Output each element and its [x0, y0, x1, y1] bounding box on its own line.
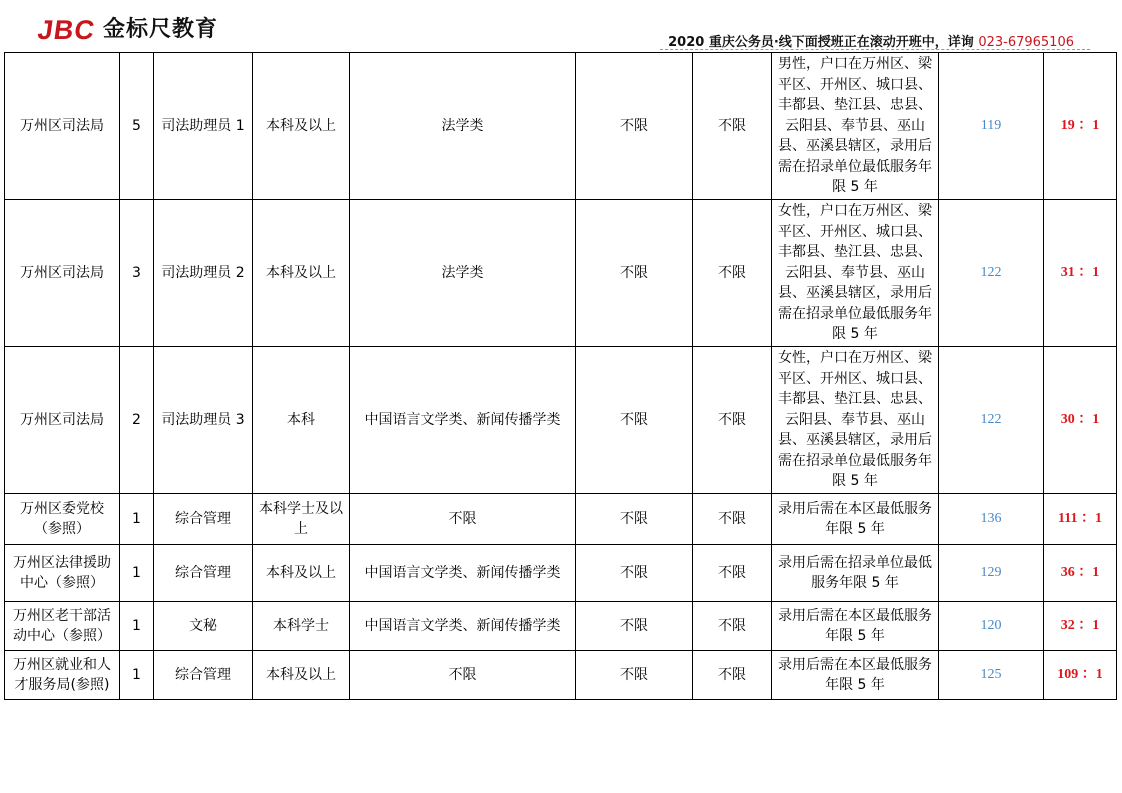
cell-col7: 不限: [693, 200, 772, 347]
notice-text: 2020 重庆公务员·线下面授班正在滚动开班中，详询: [668, 35, 979, 50]
cell-education: 本科学士及以上: [253, 494, 350, 545]
recruitment-table: [4, 52, 1117, 700]
table-row: [5, 200, 1117, 347]
cell-col6: 不限: [576, 200, 693, 347]
cell-count: 3: [120, 200, 154, 347]
cell-col7: 不限: [693, 494, 772, 545]
cell-ratio: 111 ：1: [1044, 494, 1117, 545]
cell-education: 本科: [253, 347, 350, 494]
cell-unit: 万州区就业和人才服务局(参照): [5, 651, 120, 700]
cell-position: 综合管理: [154, 545, 253, 602]
cell-unit: 万州区老干部活动中心（参照）: [5, 602, 120, 651]
cell-score: 136: [939, 494, 1044, 545]
cell-unit: 万州区法律援助中心（参照）: [5, 545, 120, 602]
cell-position: 文秘: [154, 602, 253, 651]
cell-major: 中国语言文学类、新闻传播学类: [350, 347, 576, 494]
cell-ratio: 109 ：1: [1044, 651, 1117, 700]
cell-score: 129: [939, 545, 1044, 602]
cell-col6: 不限: [576, 347, 693, 494]
cell-col7: 不限: [693, 347, 772, 494]
cell-count: 1: [120, 494, 154, 545]
cell-count: 1: [120, 602, 154, 651]
table-row: [5, 53, 1117, 200]
header-notice: [668, 31, 1074, 50]
cell-col6: 不限: [576, 545, 693, 602]
cell-col6: 不限: [576, 602, 693, 651]
cell-requirement: 女性，户口在万州区、梁平区、开州区、城口县、丰都县、垫江县、忠县、云阳县、奉节县、巫山县、巫溪县辖区，录用后需在招录单位最低服务年限 5 年: [772, 200, 939, 347]
cell-score: 120: [939, 602, 1044, 651]
brand-logo: [35, 15, 219, 45]
logo-mark: JBC: [35, 15, 98, 45]
cell-ratio: 31 ：1: [1044, 200, 1117, 347]
logo-name: 金标尺教育: [103, 17, 219, 42]
cell-score: 125: [939, 651, 1044, 700]
cell-major: 法学类: [350, 53, 576, 200]
table-row: [5, 651, 1117, 700]
cell-col7: 不限: [693, 602, 772, 651]
cell-count: 1: [120, 651, 154, 700]
table-row: [5, 494, 1117, 545]
cell-ratio: 32 ：1: [1044, 602, 1117, 651]
cell-position: 司法助理员 1: [154, 53, 253, 200]
cell-count: 5: [120, 53, 154, 200]
cell-ratio: 19 ：1: [1044, 53, 1117, 200]
cell-requirement: 录用后需在本区最低服务年限 5 年: [772, 602, 939, 651]
cell-requirement: 录用后需在招录单位最低服务年限 5 年: [772, 545, 939, 602]
cell-score: 122: [939, 200, 1044, 347]
cell-position: 综合管理: [154, 651, 253, 700]
notice-phone: 023-67965106: [978, 35, 1074, 50]
cell-score: 119: [939, 53, 1044, 200]
cell-major: 法学类: [350, 200, 576, 347]
cell-major: 中国语言文学类、新闻传播学类: [350, 602, 576, 651]
header-divider: [660, 49, 1090, 50]
cell-col6: 不限: [576, 651, 693, 700]
cell-position: 综合管理: [154, 494, 253, 545]
cell-col6: 不限: [576, 53, 693, 200]
cell-col6: 不限: [576, 494, 693, 545]
table-row: [5, 545, 1117, 602]
cell-education: 本科及以上: [253, 200, 350, 347]
cell-count: 1: [120, 545, 154, 602]
cell-education: 本科及以上: [253, 53, 350, 200]
cell-position: 司法助理员 3: [154, 347, 253, 494]
cell-unit: 万州区司法局: [5, 347, 120, 494]
table-row: [5, 602, 1117, 651]
page-header: [0, 0, 1122, 52]
cell-requirement: 女性，户口在万州区、梁平区、开州区、城口县、丰都县、垫江县、忠县、云阳县、奉节县、巫山县、巫溪县辖区，录用后需在招录单位最低服务年限 5 年: [772, 347, 939, 494]
cell-major: 中国语言文学类、新闻传播学类: [350, 545, 576, 602]
cell-count: 2: [120, 347, 154, 494]
cell-requirement: 录用后需在本区最低服务年限 5 年: [772, 494, 939, 545]
cell-unit: 万州区司法局: [5, 200, 120, 347]
cell-major: 不限: [350, 494, 576, 545]
cell-ratio: 30 ：1: [1044, 347, 1117, 494]
cell-unit: 万州区司法局: [5, 53, 120, 200]
cell-unit: 万州区委党校（参照）: [5, 494, 120, 545]
table-row: [5, 347, 1117, 494]
cell-col7: 不限: [693, 545, 772, 602]
cell-education: 本科及以上: [253, 651, 350, 700]
cell-col7: 不限: [693, 53, 772, 200]
cell-ratio: 36 ：1: [1044, 545, 1117, 602]
cell-position: 司法助理员 2: [154, 200, 253, 347]
cell-education: 本科及以上: [253, 545, 350, 602]
cell-major: 不限: [350, 651, 576, 700]
cell-requirement: 男性，户口在万州区、梁平区、开州区、城口县、丰都县、垫江县、忠县、云阳县、奉节县、巫山县、巫溪县辖区，录用后需在招录单位最低服务年限 5 年: [772, 53, 939, 200]
cell-score: 122: [939, 347, 1044, 494]
cell-requirement: 录用后需在本区最低服务年限 5 年: [772, 651, 939, 700]
cell-education: 本科学士: [253, 602, 350, 651]
cell-col7: 不限: [693, 651, 772, 700]
